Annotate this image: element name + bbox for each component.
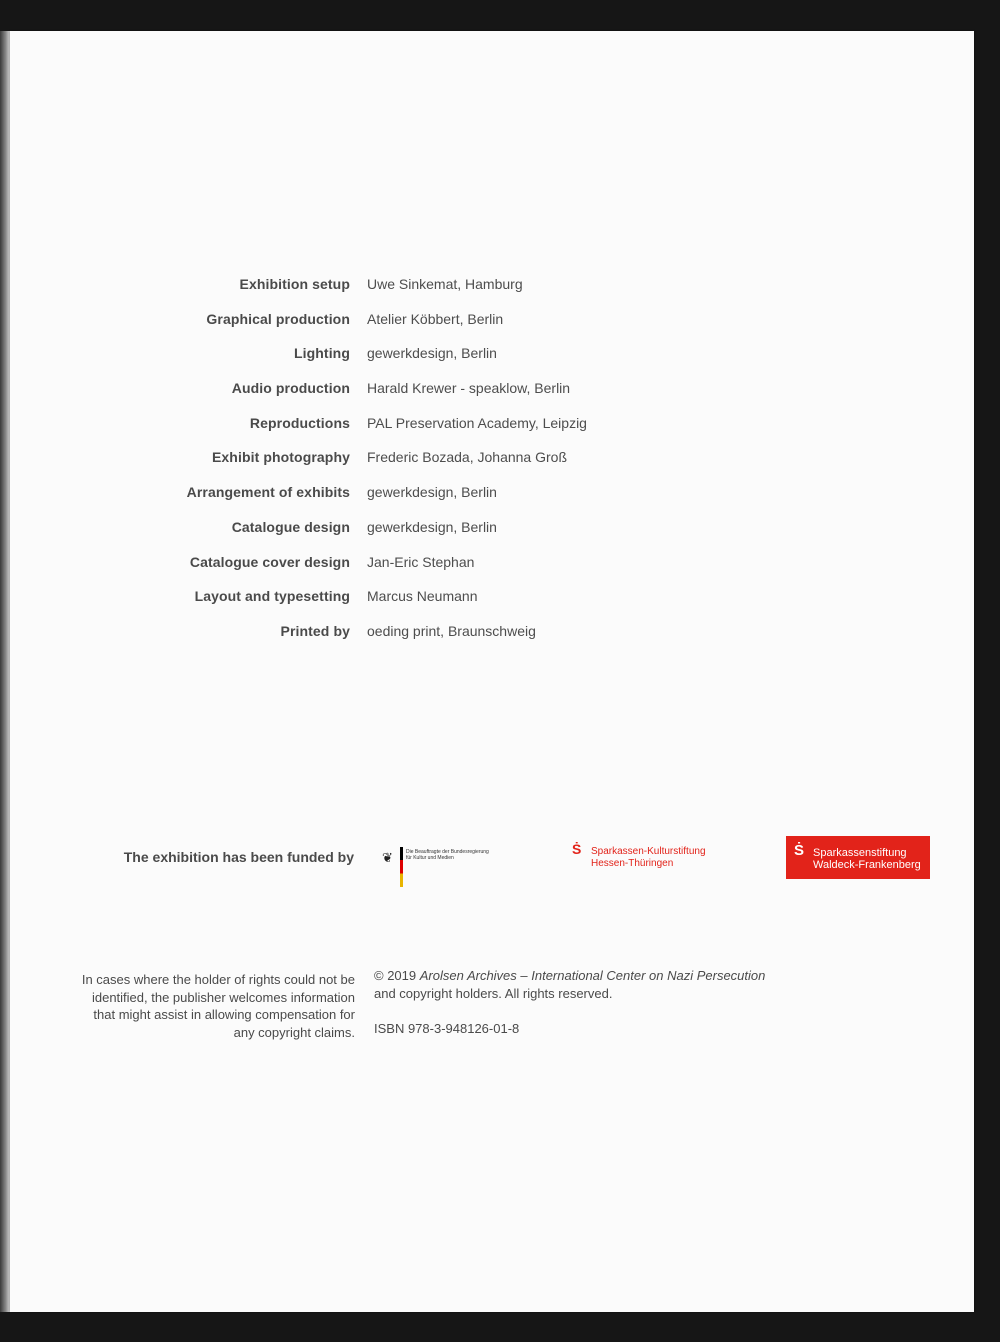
credits-list — [120, 276, 680, 658]
credit-row — [120, 519, 680, 554]
funding-label: The exhibition has been funded by — [123, 849, 354, 865]
rights-notice: In cases where the holder of rights could not be identified, the publisher welcomes information that might assist in allowing compensation for any copyright claims. — [81, 972, 355, 1040]
sparkassen-kulturstiftung-logo — [572, 840, 732, 874]
credit-name: gewerkdesign, Berlin — [367, 518, 497, 535]
credit-role: Exhibition setup — [239, 276, 350, 292]
credit-row — [120, 380, 680, 415]
credit-role: Audio production — [231, 380, 350, 397]
credit-name: Atelier Köbbert, Berlin — [367, 310, 504, 327]
german-flag-bar — [400, 847, 403, 887]
credit-row — [120, 484, 680, 519]
hessen-logo-line2: Hessen-Thüringen — [591, 858, 674, 869]
bund-logo-text — [406, 849, 516, 861]
credit-name: Harald Krewer - speaklow, Berlin — [367, 380, 571, 397]
sparkasse-s-icon: Ṡ — [572, 841, 582, 857]
credit-name: Jan-Eric Stephan — [367, 553, 475, 570]
credit-row — [120, 345, 680, 380]
waldeck-logo-line1: Sparkassenstiftung — [813, 847, 907, 859]
credit-role: Catalogue cover design — [189, 553, 350, 570]
copyright-suffix: and copyright holders. All rights reserved. — [374, 986, 613, 1001]
hessen-logo-line1: Sparkassen-Kulturstiftung — [591, 846, 706, 857]
credit-name: oeding print, Braunschweig — [367, 622, 536, 639]
copyright-prefix: © 2019 — [374, 968, 420, 983]
copyright-notice — [374, 967, 834, 1003]
page-edge — [0, 31, 10, 1312]
credit-role: Catalogue design — [231, 518, 350, 535]
credit-name: PAL Preservation Academy, Leipzig — [367, 414, 587, 431]
credit-name: Marcus Neumann — [367, 588, 478, 605]
credit-name: gewerkdesign, Berlin — [367, 484, 497, 501]
bund-logo-line1: Die Beauftragte der Bundesregierung — [406, 849, 489, 855]
credit-row — [120, 311, 680, 346]
sparkasse-s-icon: Ṡ — [794, 842, 805, 859]
credit-role: Layout and typesetting — [194, 588, 350, 605]
credit-name: Uwe Sinkemat, Hamburg — [367, 276, 523, 292]
bund-logo — [382, 847, 512, 889]
credit-role: Lighting — [293, 345, 350, 362]
credit-name: Frederic Bozada, Johanna Groß — [367, 449, 567, 466]
federal-eagle-icon: ❦ — [382, 850, 393, 865]
credit-role: Exhibit photography — [211, 449, 350, 466]
catalogue-page — [10, 31, 974, 1312]
sparkassenstiftung-waldeck-logo — [786, 836, 930, 879]
credit-role: Reproductions — [249, 414, 350, 431]
credit-role: Graphical production — [206, 310, 350, 327]
copyright-holder: Arolsen Archives – International Center on Nazi Persecution — [419, 968, 766, 983]
waldeck-logo-text — [813, 847, 921, 871]
credit-role: Arrangement of exhibits — [186, 484, 350, 501]
waldeck-logo-line2: Waldeck-Frankenberg — [813, 859, 921, 871]
credit-row — [120, 276, 680, 311]
credit-row — [120, 588, 680, 623]
credit-role: Printed by — [280, 622, 350, 639]
isbn: ISBN 978-3-948126-01-8 — [374, 1021, 520, 1036]
hessen-logo-text — [591, 846, 706, 870]
credit-name: gewerkdesign, Berlin — [367, 345, 497, 362]
credit-row — [120, 449, 680, 484]
credit-row — [120, 554, 680, 589]
credit-row — [120, 415, 680, 450]
bund-logo-line2: für Kultur und Medien — [406, 855, 454, 861]
credit-row — [120, 623, 680, 658]
